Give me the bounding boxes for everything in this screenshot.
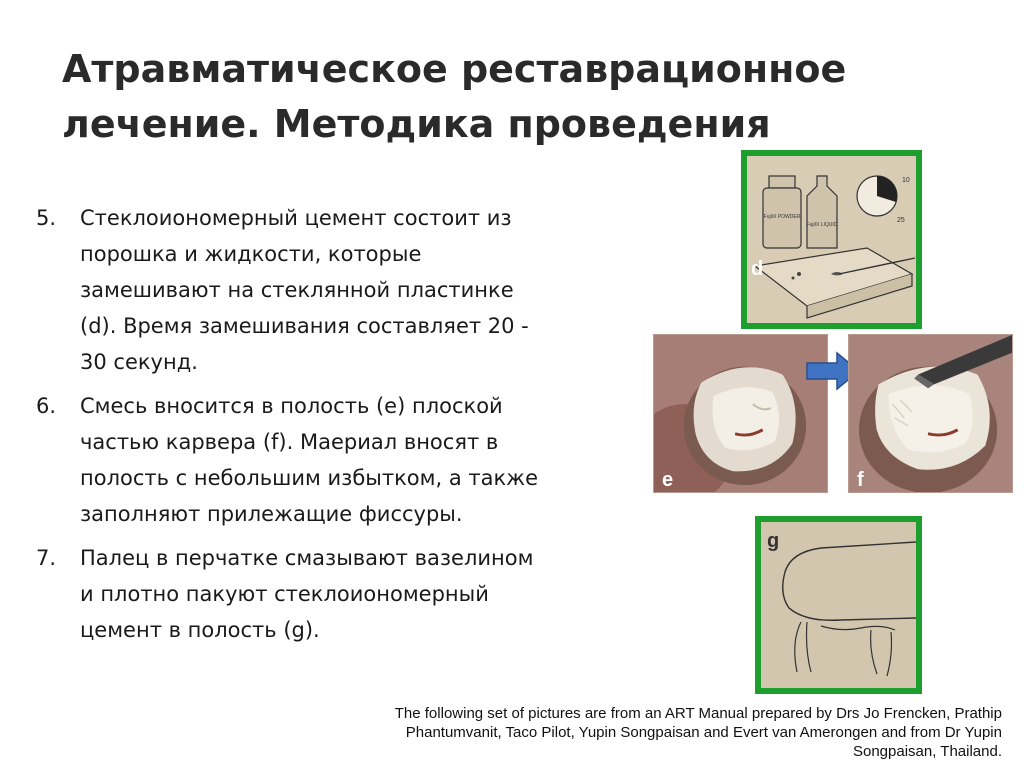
powder-label: FujiIX POWDER xyxy=(763,214,801,220)
image-label-f: f xyxy=(857,469,864,491)
mixing-illustration xyxy=(747,156,916,323)
step-text xyxy=(80,388,636,532)
step-5 xyxy=(36,200,636,380)
slide-title xyxy=(62,42,862,152)
image-credit xyxy=(262,704,1002,761)
image-g-finger-press xyxy=(755,516,922,694)
title-line-2: лечение. Методика проведения xyxy=(62,102,771,146)
image-d-mixing xyxy=(741,150,922,329)
step-line: Палец в перчатке смазывают вазелином xyxy=(80,546,534,570)
step-line: замешивают на стеклянной пластинке xyxy=(80,278,514,302)
credit-line: Songpaisan, Thailand. xyxy=(852,743,1002,760)
step-line: порошка и жидкости, которые xyxy=(80,242,422,266)
image-f-carver xyxy=(848,334,1013,493)
image-label-e: e xyxy=(662,469,674,491)
step-line: и плотно пакуют стеклоиономерный xyxy=(80,582,489,606)
step-line: Стеклоиономерный цемент состоит из xyxy=(80,206,512,230)
timer-label-25: 25 xyxy=(897,217,905,224)
step-line: полость с небольшим избытком, а также xyxy=(80,466,539,490)
step-text xyxy=(80,200,636,380)
step-line: Смесь вносится в полость (е) плоской xyxy=(80,394,503,418)
step-number: 7. xyxy=(36,546,57,570)
image-e-cavity xyxy=(653,334,828,493)
step-line: 30 секунд. xyxy=(80,350,198,374)
step-line: частью карвера (f). Маериал вносят в xyxy=(80,430,499,454)
step-line: (d). Время замешивания составляет 20 - xyxy=(80,314,529,338)
image-label-g: g xyxy=(767,530,780,552)
credit-line: The following set of pictures are from an ART Manual prepared by Drs Jo Frencken, Prathip xyxy=(394,705,1002,722)
step-7 xyxy=(36,540,636,648)
credit-line: Phantumvanit, Taco Pilot, Yupin Songpaisan and Evert van Amerongen and from Dr Yupin xyxy=(405,724,1002,741)
step-number: 6. xyxy=(36,394,57,418)
step-text xyxy=(80,540,636,648)
carver-photo xyxy=(849,335,1012,492)
tooth-cavity-photo xyxy=(654,335,827,492)
timer-label-10: 10 xyxy=(902,177,910,184)
step-line: заполняют прилежащие фиссуры. xyxy=(80,502,463,526)
step-number: 5. xyxy=(36,206,57,230)
title-line-1: Атравматическое реставрационное xyxy=(62,47,847,91)
steps-list xyxy=(36,200,636,656)
liquid-label: FujiIX LIQUID xyxy=(806,222,838,228)
finger-press-illustration xyxy=(761,522,916,688)
image-label-d: d xyxy=(751,258,764,280)
step-6 xyxy=(36,388,636,532)
step-line: цемент в полость (g). xyxy=(80,618,320,642)
